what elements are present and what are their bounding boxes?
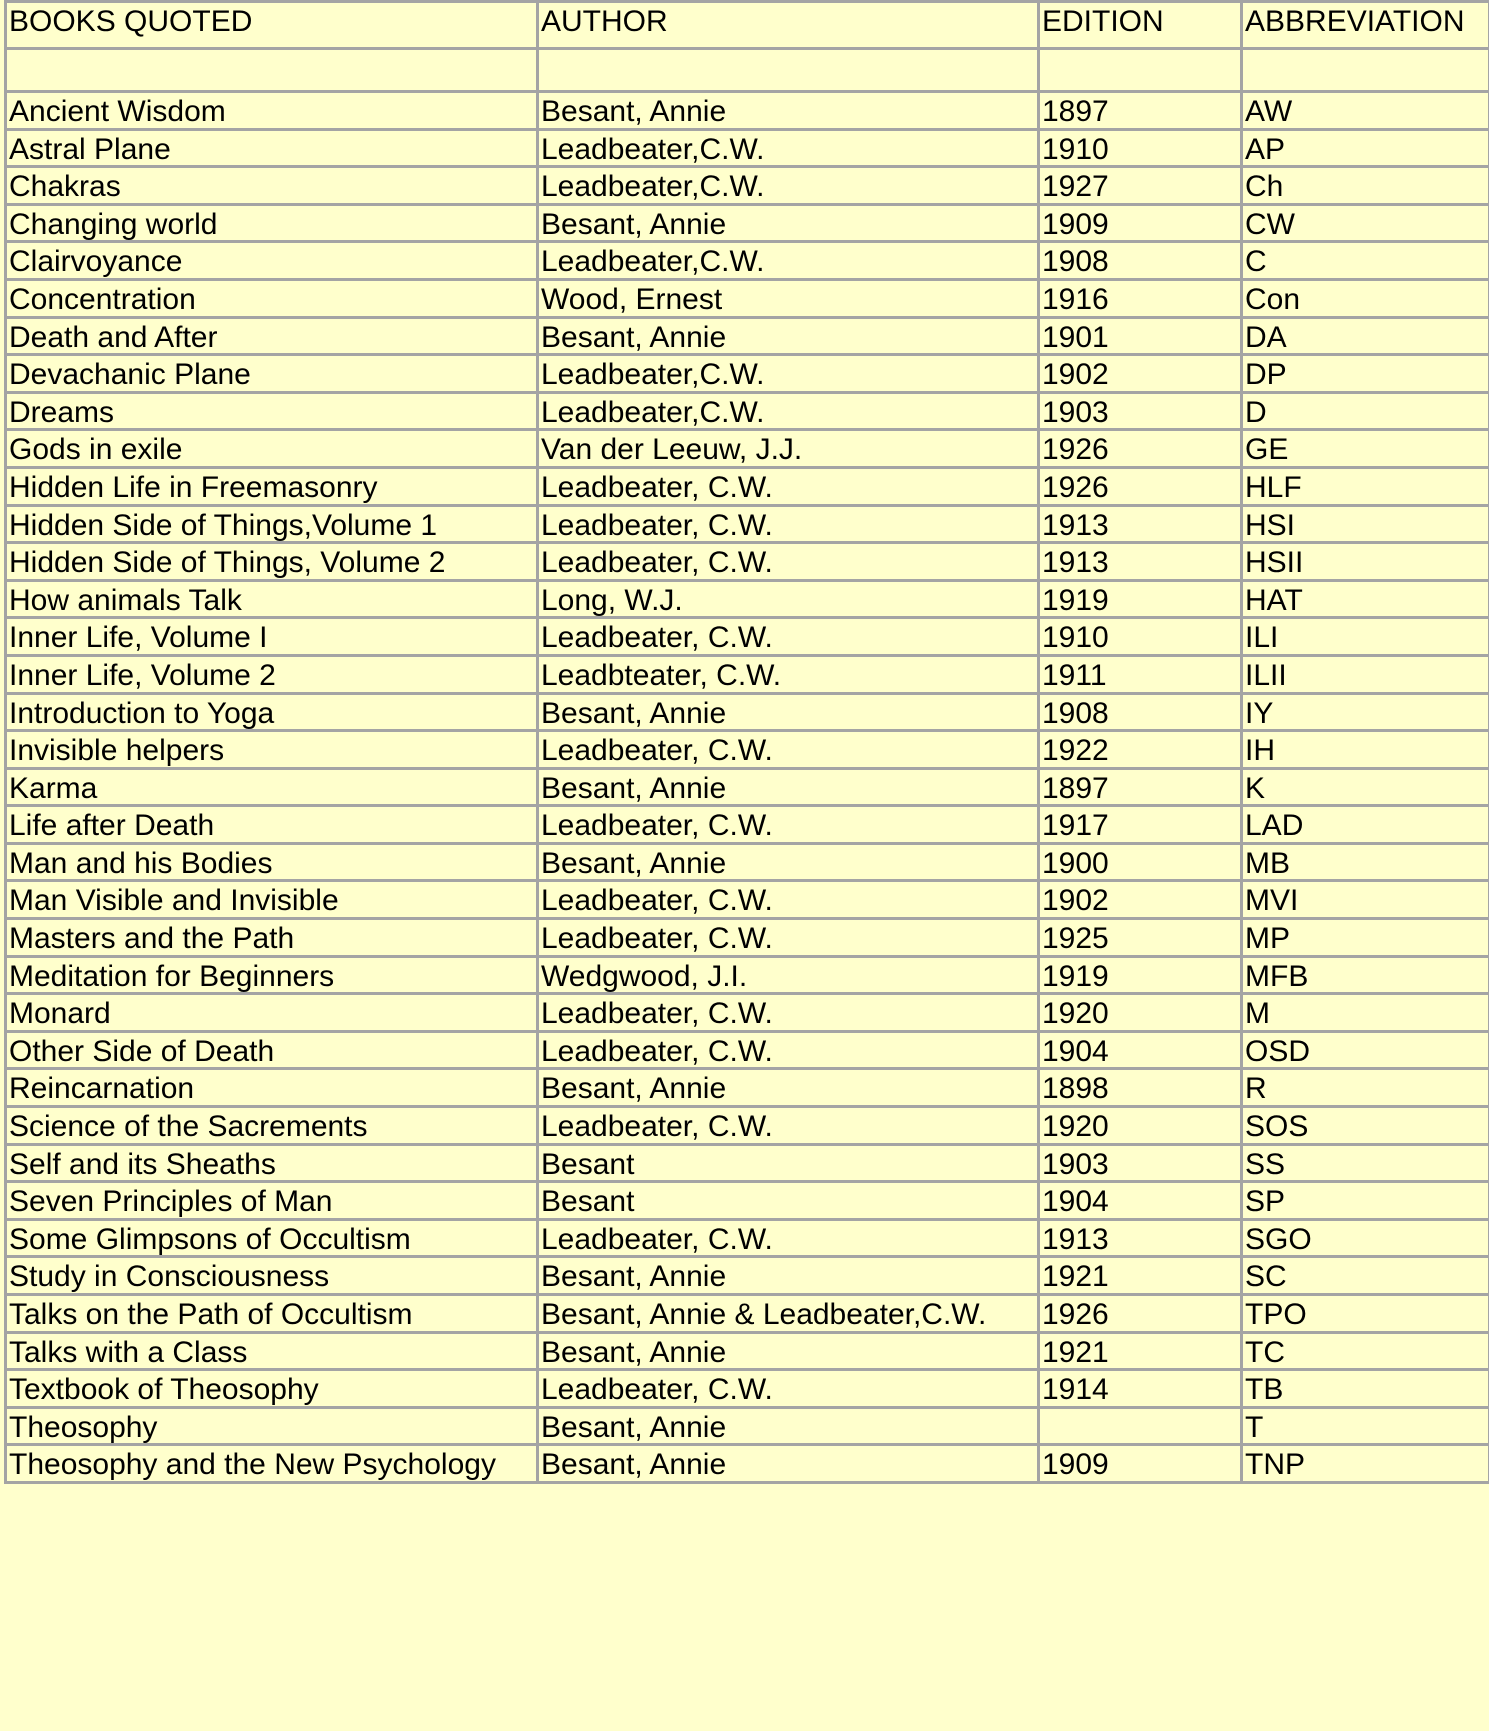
book-title-cell: Masters and the Path (6, 919, 538, 957)
abbreviation-cell: T (1242, 1407, 1489, 1445)
edition-cell: 1901 (1039, 317, 1242, 355)
abbreviation-cell: D (1242, 392, 1489, 430)
book-title-cell: Theosophy and the New Psychology (6, 1445, 538, 1483)
author-cell: Besant, Annie (538, 1407, 1039, 1445)
books-quoted-table (4, 0, 1489, 1484)
edition-cell: 1921 (1039, 1332, 1242, 1370)
author-cell: Besant, Annie & Leadbeater,C.W. (538, 1295, 1039, 1333)
author-cell: Long, W.J. (538, 580, 1039, 618)
edition-cell: 1897 (1039, 92, 1242, 130)
book-title-cell: Study in Consciousness (6, 1257, 538, 1295)
book-title-cell: Astral Plane (6, 129, 538, 167)
book-title-cell: Hidden Side of Things, Volume 2 (6, 543, 538, 581)
edition-cell: 1913 (1039, 543, 1242, 581)
edition-cell: 1920 (1039, 1107, 1242, 1145)
author-cell: Leadbeater, C.W. (538, 505, 1039, 543)
edition-cell: 1927 (1039, 167, 1242, 205)
author-cell: Leadbeater, C.W. (538, 806, 1039, 844)
edition-cell: 1914 (1039, 1370, 1242, 1408)
author-cell: Leadbeater, C.W. (538, 467, 1039, 505)
table-row (6, 693, 1489, 731)
edition-cell: 1916 (1039, 279, 1242, 317)
author-cell: Leadbeater,C.W. (538, 167, 1039, 205)
abbreviation-cell: HAT (1242, 580, 1489, 618)
author-cell: Besant (538, 1182, 1039, 1220)
edition-cell: 1926 (1039, 467, 1242, 505)
table-row (6, 881, 1489, 919)
author-cell: Van der Leeuw, J.J. (538, 430, 1039, 468)
abbreviation-cell: M (1242, 994, 1489, 1032)
abbreviation-cell: DP (1242, 355, 1489, 393)
abbreviation-cell: MP (1242, 919, 1489, 957)
author-cell: Leadbeater, C.W. (538, 543, 1039, 581)
edition-cell: 1919 (1039, 580, 1242, 618)
table-row (6, 392, 1489, 430)
table-row (6, 129, 1489, 167)
edition-cell: 1897 (1039, 768, 1242, 806)
book-title-cell: Textbook of Theosophy (6, 1370, 538, 1408)
table-row (6, 1069, 1489, 1107)
book-title-cell: Meditation for Beginners (6, 956, 538, 994)
edition-cell: 1920 (1039, 994, 1242, 1032)
author-cell: Besant, Annie (538, 1257, 1039, 1295)
abbreviation-cell: SOS (1242, 1107, 1489, 1145)
edition-cell: 1925 (1039, 919, 1242, 957)
edition-cell: 1919 (1039, 956, 1242, 994)
edition-cell (1039, 1407, 1242, 1445)
table-row (6, 167, 1489, 205)
table-row (6, 618, 1489, 656)
abbreviation-cell: MB (1242, 843, 1489, 881)
edition-cell: 1917 (1039, 806, 1242, 844)
abbreviation-cell: OSD (1242, 1031, 1489, 1069)
author-cell: Leadbeater, C.W. (538, 881, 1039, 919)
book-title-cell: Hidden Life in Freemasonry (6, 467, 538, 505)
table-row (6, 505, 1489, 543)
blank-cell (1242, 49, 1489, 92)
book-title-cell: Science of the Sacrements (6, 1107, 538, 1145)
author-cell: Besant, Annie (538, 768, 1039, 806)
edition-cell: 1903 (1039, 392, 1242, 430)
book-title-cell: Karma (6, 768, 538, 806)
blank-cell (6, 49, 538, 92)
author-cell: Besant, Annie (538, 92, 1039, 130)
abbreviation-cell: IY (1242, 693, 1489, 731)
author-cell: Besant, Annie (538, 843, 1039, 881)
edition-cell: 1921 (1039, 1257, 1242, 1295)
abbreviation-cell: R (1242, 1069, 1489, 1107)
edition-cell: 1909 (1039, 204, 1242, 242)
author-cell: Leadbeater, C.W. (538, 1370, 1039, 1408)
table-row (6, 994, 1489, 1032)
abbreviation-cell: TB (1242, 1370, 1489, 1408)
header-author: AUTHOR (538, 2, 1039, 49)
abbreviation-cell: MVI (1242, 881, 1489, 919)
book-title-cell: Dreams (6, 392, 538, 430)
author-cell: Leadbeater,C.W. (538, 242, 1039, 280)
abbreviation-cell: TNP (1242, 1445, 1489, 1483)
abbreviation-cell: GE (1242, 430, 1489, 468)
table-row (6, 1370, 1489, 1408)
edition-cell: 1926 (1039, 430, 1242, 468)
edition-cell: 1898 (1039, 1069, 1242, 1107)
book-title-cell: Inner Life, Volume I (6, 618, 538, 656)
table-row (6, 806, 1489, 844)
edition-cell: 1904 (1039, 1182, 1242, 1220)
table-row (6, 242, 1489, 280)
table-row (6, 919, 1489, 957)
edition-cell: 1908 (1039, 242, 1242, 280)
author-cell: Leadbteater, C.W. (538, 655, 1039, 693)
author-cell: Besant, Annie (538, 1445, 1039, 1483)
table-row (6, 1257, 1489, 1295)
book-title-cell: Concentration (6, 279, 538, 317)
edition-cell: 1913 (1039, 1219, 1242, 1257)
author-cell: Wood, Ernest (538, 279, 1039, 317)
edition-cell: 1913 (1039, 505, 1242, 543)
book-title-cell: Clairvoyance (6, 242, 538, 280)
abbreviation-cell: ILI (1242, 618, 1489, 656)
abbreviation-cell: SC (1242, 1257, 1489, 1295)
header-edition: EDITION (1039, 2, 1242, 49)
book-title-cell: Changing world (6, 204, 538, 242)
abbreviation-cell: C (1242, 242, 1489, 280)
edition-cell: 1910 (1039, 129, 1242, 167)
table-row (6, 1219, 1489, 1257)
book-title-cell: Some Glimpsons of Occultism (6, 1219, 538, 1257)
abbreviation-cell: HLF (1242, 467, 1489, 505)
table-row (6, 580, 1489, 618)
table-row (6, 1332, 1489, 1370)
table-row (6, 92, 1489, 130)
book-title-cell: Hidden Side of Things,Volume 1 (6, 505, 538, 543)
abbreviation-cell: ILII (1242, 655, 1489, 693)
book-title-cell: Monard (6, 994, 538, 1032)
table-row (6, 843, 1489, 881)
book-title-cell: Man and his Bodies (6, 843, 538, 881)
author-cell: Leadbeater, C.W. (538, 618, 1039, 656)
table-row (6, 731, 1489, 769)
book-title-cell: Other Side of Death (6, 1031, 538, 1069)
abbreviation-cell: IH (1242, 731, 1489, 769)
edition-cell: 1910 (1039, 618, 1242, 656)
table-row (6, 1295, 1489, 1333)
book-title-cell: Devachanic Plane (6, 355, 538, 393)
table-row (6, 1445, 1489, 1483)
blank-cell (1039, 49, 1242, 92)
edition-cell: 1903 (1039, 1144, 1242, 1182)
header-abbreviation: ABBREVIATION (1242, 2, 1489, 49)
author-cell: Leadbeater, C.W. (538, 1031, 1039, 1069)
author-cell: Besant, Annie (538, 1069, 1039, 1107)
edition-cell: 1922 (1039, 731, 1242, 769)
table-row (6, 467, 1489, 505)
abbreviation-cell: MFB (1242, 956, 1489, 994)
book-title-cell: Man Visible and Invisible (6, 881, 538, 919)
book-title-cell: Invisible helpers (6, 731, 538, 769)
abbreviation-cell: TC (1242, 1332, 1489, 1370)
edition-cell: 1902 (1039, 355, 1242, 393)
author-cell: Wedgwood, J.I. (538, 956, 1039, 994)
abbreviation-cell: AP (1242, 129, 1489, 167)
abbreviation-cell: HSII (1242, 543, 1489, 581)
abbreviation-cell: AW (1242, 92, 1489, 130)
edition-cell: 1926 (1039, 1295, 1242, 1333)
author-cell: Leadbeater, C.W. (538, 731, 1039, 769)
header-books-quoted: BOOKS QUOTED (6, 2, 538, 49)
table-row (6, 355, 1489, 393)
author-cell: Leadbeater,C.W. (538, 355, 1039, 393)
table-row (6, 1144, 1489, 1182)
table-row (6, 655, 1489, 693)
book-title-cell: Chakras (6, 167, 538, 205)
table-row (6, 543, 1489, 581)
book-title-cell: Death and After (6, 317, 538, 355)
author-cell: Leadbeater, C.W. (538, 1219, 1039, 1257)
edition-cell: 1902 (1039, 881, 1242, 919)
author-cell: Leadbeater,C.W. (538, 129, 1039, 167)
table-row (6, 768, 1489, 806)
book-title-cell: Talks on the Path of Occultism (6, 1295, 538, 1333)
abbreviation-cell: SS (1242, 1144, 1489, 1182)
book-title-cell: Talks with a Class (6, 1332, 538, 1370)
book-title-cell: Life after Death (6, 806, 538, 844)
blank-row (6, 49, 1489, 92)
table-row (6, 279, 1489, 317)
author-cell: Leadbeater, C.W. (538, 919, 1039, 957)
edition-cell: 1904 (1039, 1031, 1242, 1069)
book-title-cell: How animals Talk (6, 580, 538, 618)
table-row (6, 1407, 1489, 1445)
table-row (6, 430, 1489, 468)
author-cell: Besant (538, 1144, 1039, 1182)
edition-cell: 1908 (1039, 693, 1242, 731)
book-title-cell: Theosophy (6, 1407, 538, 1445)
author-cell: Besant, Annie (538, 693, 1039, 731)
author-cell: Besant, Annie (538, 1332, 1039, 1370)
abbreviation-cell: DA (1242, 317, 1489, 355)
edition-cell: 1900 (1039, 843, 1242, 881)
author-cell: Leadbeater, C.W. (538, 1107, 1039, 1145)
table-row (6, 1107, 1489, 1145)
author-cell: Besant, Annie (538, 317, 1039, 355)
author-cell: Besant, Annie (538, 204, 1039, 242)
author-cell: Leadbeater, C.W. (538, 994, 1039, 1032)
abbreviation-cell: SP (1242, 1182, 1489, 1220)
abbreviation-cell: K (1242, 768, 1489, 806)
author-cell: Leadbeater,C.W. (538, 392, 1039, 430)
header-row (6, 2, 1489, 49)
abbreviation-cell: SGO (1242, 1219, 1489, 1257)
abbreviation-cell: HSI (1242, 505, 1489, 543)
book-title-cell: Reincarnation (6, 1069, 538, 1107)
abbreviation-cell: CW (1242, 204, 1489, 242)
abbreviation-cell: TPO (1242, 1295, 1489, 1333)
book-title-cell: Self and its Sheaths (6, 1144, 538, 1182)
table-row (6, 956, 1489, 994)
edition-cell: 1911 (1039, 655, 1242, 693)
blank-cell (538, 49, 1039, 92)
table-row (6, 1182, 1489, 1220)
table-row (6, 317, 1489, 355)
book-title-cell: Gods in exile (6, 430, 538, 468)
book-title-cell: Seven Principles of Man (6, 1182, 538, 1220)
abbreviation-cell: Ch (1242, 167, 1489, 205)
abbreviation-cell: LAD (1242, 806, 1489, 844)
table-row (6, 1031, 1489, 1069)
abbreviation-cell: Con (1242, 279, 1489, 317)
table-row (6, 204, 1489, 242)
edition-cell: 1909 (1039, 1445, 1242, 1483)
book-title-cell: Inner Life, Volume 2 (6, 655, 538, 693)
book-title-cell: Ancient Wisdom (6, 92, 538, 130)
book-title-cell: Introduction to Yoga (6, 693, 538, 731)
